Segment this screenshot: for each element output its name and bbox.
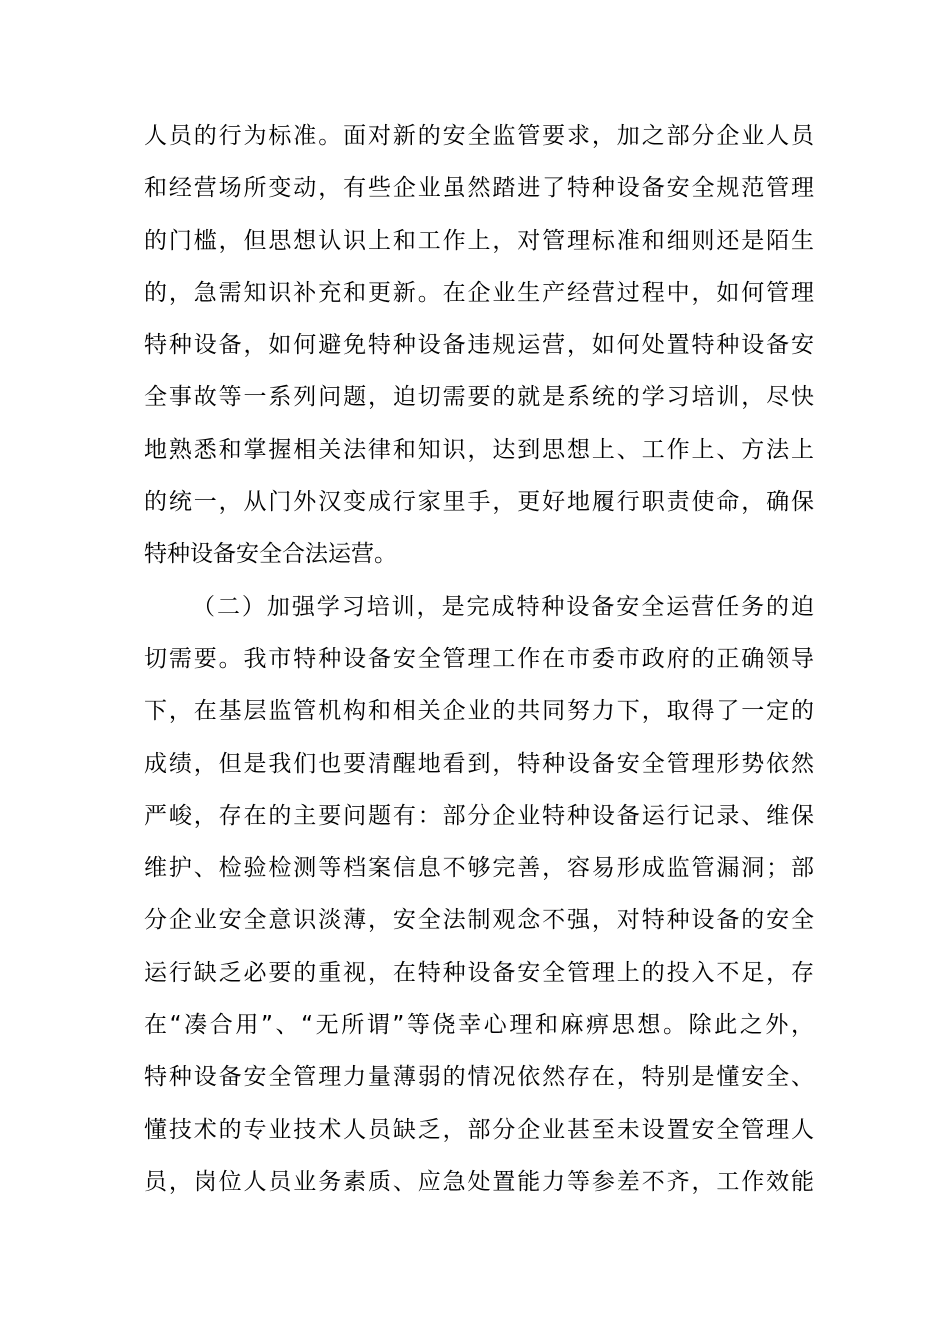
text-line: 懂技术的专业技术人员缺乏，部分企业甚至未设置安全管理人 — [144, 1116, 814, 1143]
text-line: 成绩，但是我们也要清醒地看到，特种设备安全管理形势依然 — [144, 750, 814, 777]
text-line: 在“凑合用”、“无所谓”等侥幸心理和麻痹思想。除此之外， — [144, 1012, 814, 1039]
text-line: 特种设备，如何避免特种设备违规运营，如何处置特种设备安 — [144, 332, 814, 359]
text-line: 的统一，从门外汉变成行家里手，更好地履行职责使命，确保 — [144, 489, 814, 516]
text-line: 人员的行为标准。面对新的安全监管要求，加之部分企业人员 — [144, 123, 814, 149]
text-line: 维护、检验检测等档案信息不够完善，容易形成监管漏洞；部 — [144, 855, 814, 882]
section-heading-line: （二）加强学习培训，是完成特种设备安全运营任务的迫 — [192, 593, 814, 620]
text-line: 全事故等一系列问题，迫切需要的就是系统的学习培训，尽快 — [144, 384, 814, 411]
text-line: 下，在基层监管机构和相关企业的共同努力下，取得了一定的 — [144, 698, 814, 725]
text-line: 分企业安全意识淡薄，安全法制观念不强，对特种设备的安全 — [144, 907, 814, 934]
text-line: 的门槛，但思想认识上和工作上，对管理标准和细则还是陌生 — [144, 227, 814, 254]
text-line: 特种设备安全合法运营。 — [144, 541, 397, 568]
document-body — [144, 110, 814, 1208]
text-line: 地熟悉和掌握相关法律和知识，达到思想上、工作上、方法上 — [144, 436, 814, 463]
text-line: 的，急需知识补充和更新。在企业生产经营过程中，如何管理 — [144, 279, 814, 306]
text-line: 和经营场所变动，有些企业虽然踏进了特种设备安全规范管理 — [144, 175, 814, 202]
text-line: 特种设备安全管理力量薄弱的情况依然存在，特别是懂安全、 — [144, 1064, 814, 1091]
text-line: 员，岗位人员业务素质、应急处置能力等参差不齐，工作效能 — [144, 1168, 814, 1195]
text-line: 严峻，存在的主要问题有：部分企业特种设备运行记录、维保 — [144, 802, 814, 829]
text-line: 运行缺乏必要的重视，在特种设备安全管理上的投入不足，存 — [144, 959, 814, 986]
text-line: 切需要。我市特种设备安全管理工作在市委市政府的正确领导 — [144, 645, 814, 672]
